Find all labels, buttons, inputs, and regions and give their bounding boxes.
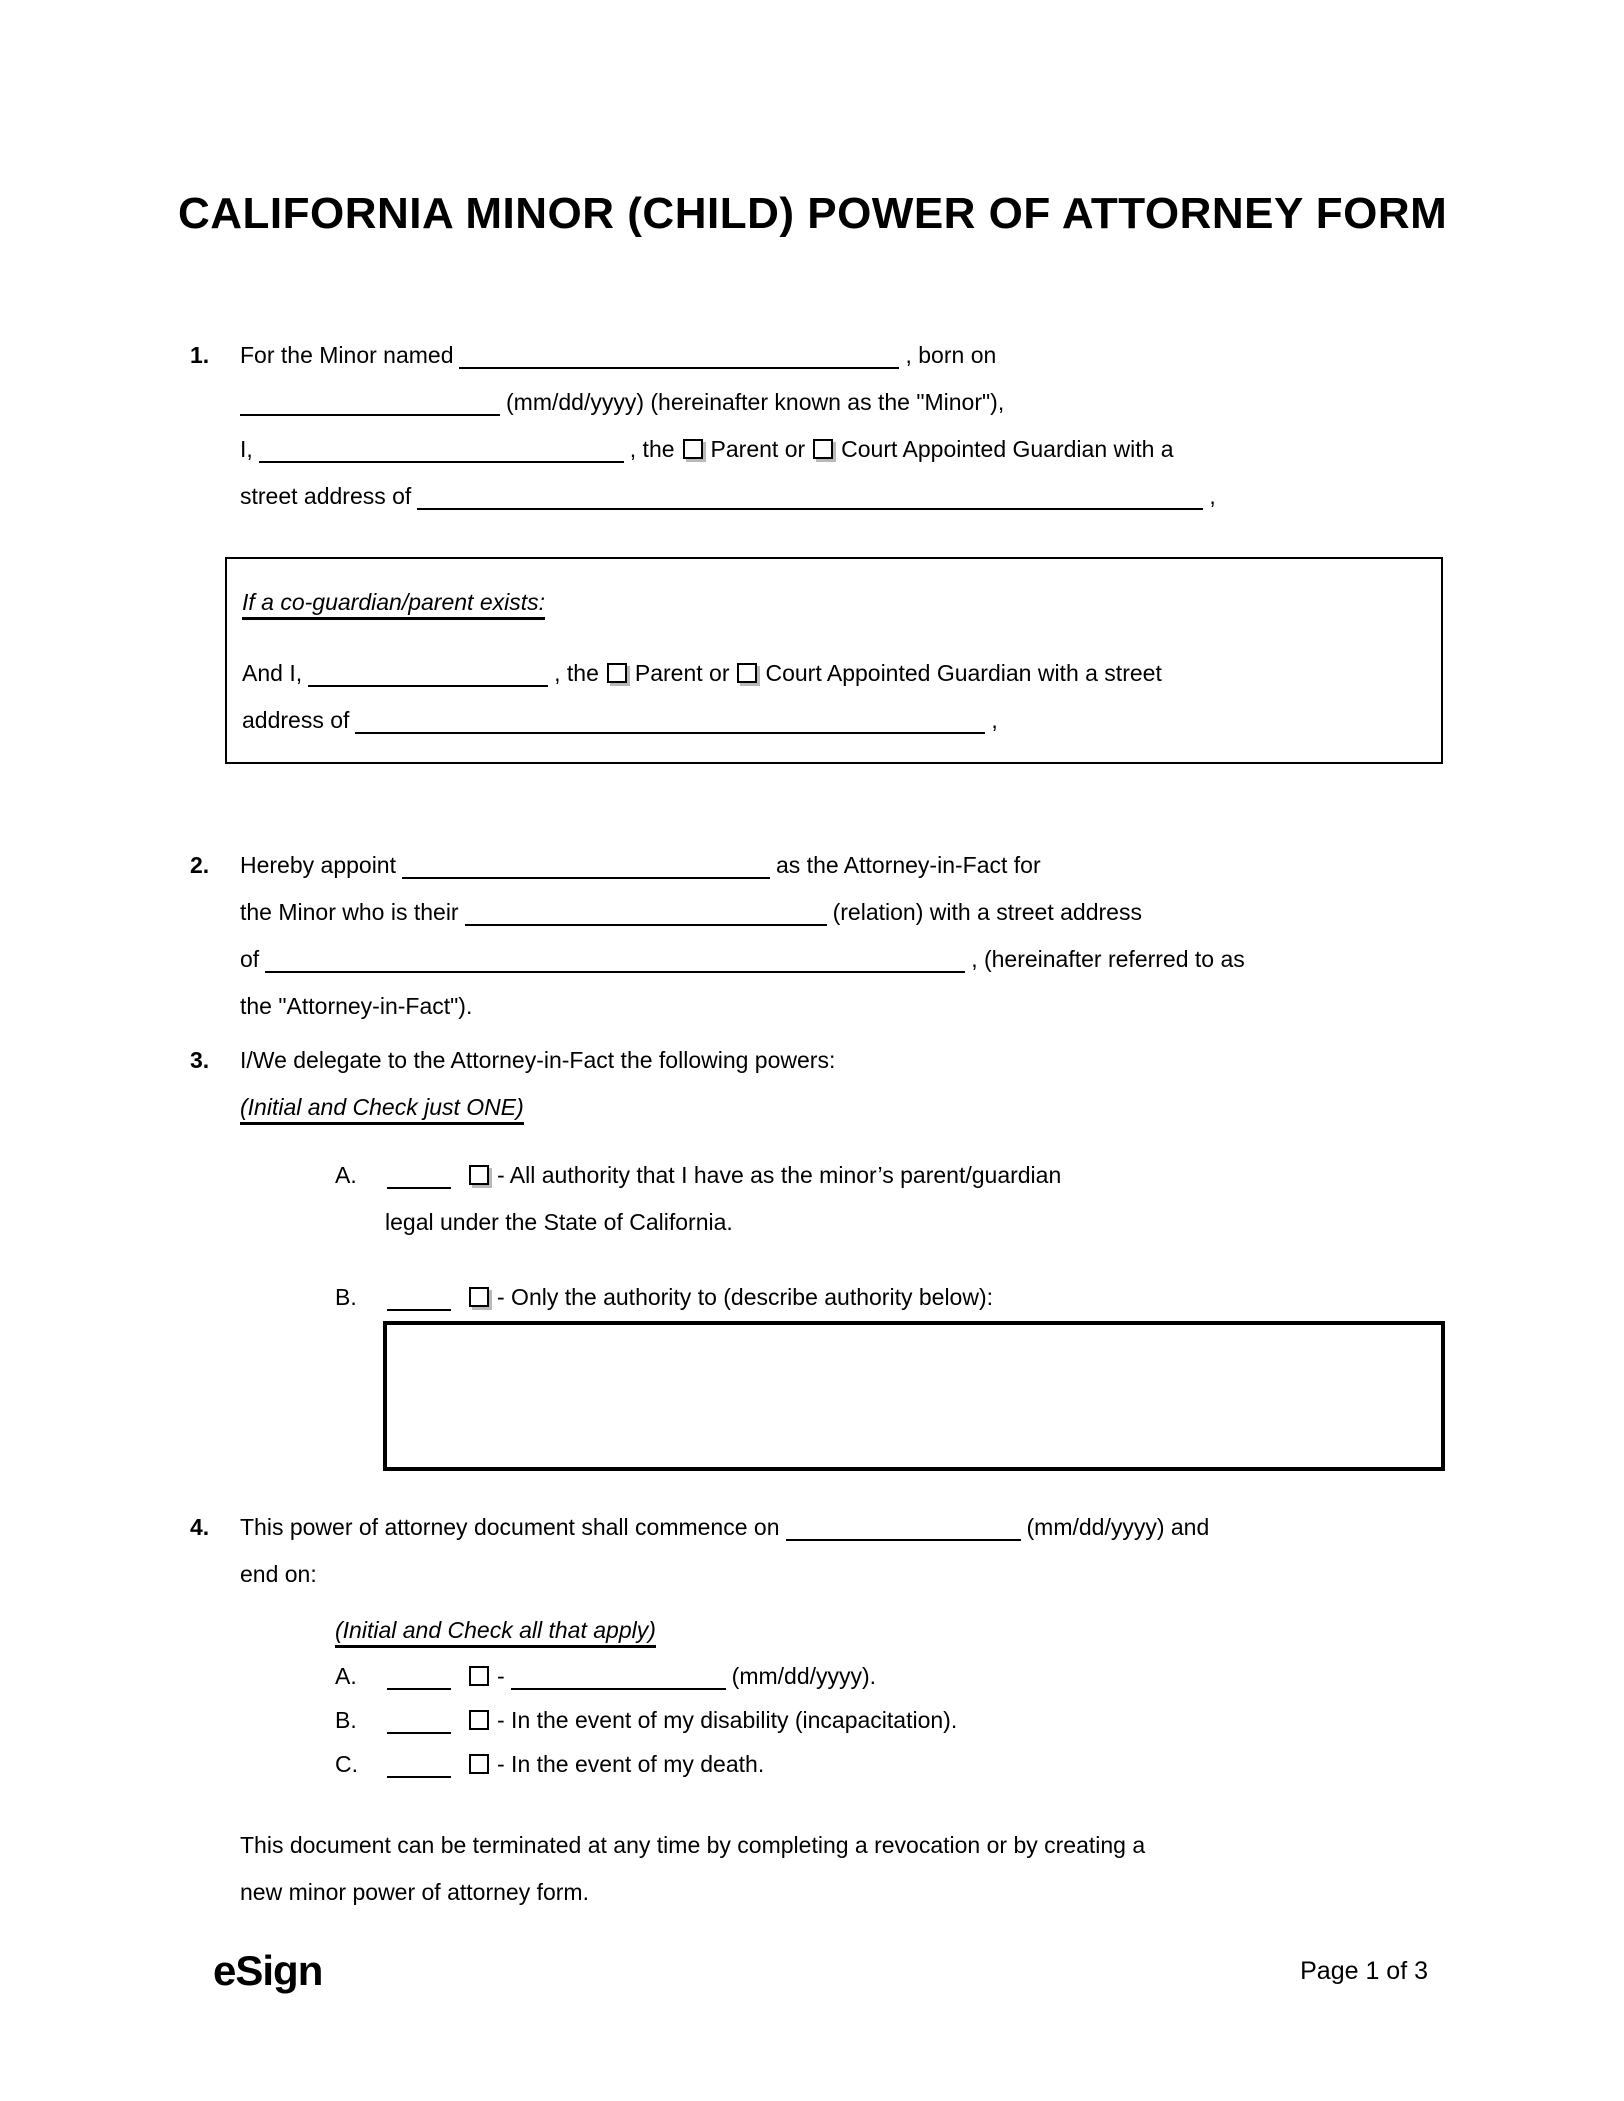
commence-label: This power of attorney document shall commence on (240, 1514, 780, 1540)
attorney-in-fact-close-label: the "Attorney-in-Fact"). (240, 993, 473, 1019)
check-all-instruction: (Initial and Check all that apply) (335, 1615, 656, 1648)
of-label: of (240, 946, 260, 972)
esign-logo: eSign (213, 1947, 323, 1994)
street-address-label: street address of (240, 483, 412, 509)
page-footer (213, 1947, 1428, 1994)
court-guardian-label: Court Appointed Guardian with a (841, 436, 1174, 462)
option-b-initial-blank[interactable] (387, 1289, 451, 1311)
section-3 (190, 1037, 1445, 1471)
end-c-text: - In the event of my death. (497, 1751, 765, 1777)
section-4-number: 4. (190, 1514, 210, 1540)
principal-name-blank[interactable] (259, 441, 624, 463)
end-a-checkbox[interactable] (469, 1666, 489, 1686)
parent-or-label: Parent or (710, 436, 806, 462)
co-parent-or-label: Parent or (634, 660, 730, 686)
court-guardian-checkbox[interactable] (813, 439, 833, 459)
co-the-label: , the (554, 660, 599, 686)
end-a-format-label: (mm/dd/yyyy). (731, 1663, 877, 1689)
section-3-number: 3. (190, 1047, 210, 1073)
hereinafter-label: , (hereinafter referred to as (971, 946, 1245, 972)
end-a-initial-blank[interactable] (387, 1668, 451, 1690)
option-a-label: A. (335, 1162, 357, 1188)
option-b-label: B. (335, 1284, 357, 1310)
option-a-checkbox[interactable] (469, 1165, 489, 1185)
option-b-checkbox[interactable] (469, 1287, 489, 1307)
co-parent-checkbox[interactable] (607, 663, 627, 683)
relation-pre-label: the Minor who is their (240, 899, 459, 925)
end-a-dash: - (497, 1663, 505, 1689)
check-one-instruction: (Initial and Check just ONE) (240, 1092, 524, 1125)
the-label: , the (629, 436, 675, 462)
option-a-text: - All authority that I have as the minor’s parent/guardian (497, 1162, 1062, 1188)
termination-line-2: new minor power of attorney form. (240, 1879, 589, 1905)
end-c-label: C. (335, 1751, 358, 1777)
section-1-number: 1. (190, 342, 210, 368)
page-title: CALIFORNIA MINOR (CHILD) POWER OF ATTORNEY FORM (178, 189, 1448, 238)
option-a-initial-blank[interactable] (387, 1167, 451, 1189)
principal-address-blank[interactable] (417, 488, 1203, 510)
co-address-label: address of (242, 707, 350, 733)
authority-description-box[interactable] (383, 1321, 1445, 1471)
end-b-initial-blank[interactable] (387, 1712, 451, 1734)
comma: , (991, 707, 998, 733)
commence-date-blank[interactable] (786, 1519, 1021, 1541)
section-4 (190, 1504, 1445, 1786)
end-b-checkbox[interactable] (469, 1710, 489, 1730)
page-number: Page 1 of 3 (1300, 1957, 1428, 1985)
end-c-initial-blank[interactable] (387, 1756, 451, 1778)
termination-line-1: This document can be terminated at any time by completing a revocation or by creating a (240, 1832, 1146, 1858)
section-2 (190, 842, 1445, 1030)
end-a-label: A. (335, 1663, 357, 1689)
end-c-checkbox[interactable] (469, 1754, 489, 1774)
co-guardian-name-blank[interactable] (308, 665, 548, 687)
hereby-appoint-label: Hereby appoint (240, 852, 396, 878)
section-1 (190, 332, 1445, 520)
termination-paragraph (240, 1822, 1445, 1916)
co-guardian-address-blank[interactable] (355, 712, 985, 734)
co-guardian-heading: If a co-guardian/parent exists: (242, 587, 545, 620)
relation-blank[interactable] (465, 904, 827, 926)
attorney-in-fact-label: as the Attorney-in-Fact for (776, 852, 1041, 878)
powers-intro: I/We delegate to the Attorney-in-Fact the following powers: (240, 1047, 836, 1073)
co-guardian-box (225, 557, 1443, 764)
commence-format-label: (mm/dd/yyyy) and (1026, 1514, 1210, 1540)
minor-name-blank[interactable] (459, 347, 899, 369)
minor-name-label: For the Minor named (240, 342, 454, 368)
born-on-label: , born on (905, 342, 997, 368)
co-court-guardian-checkbox[interactable] (737, 663, 757, 683)
option-a-text-2: legal under the State of California. (385, 1209, 733, 1235)
end-b-text: - In the event of my disability (incapacitation). (497, 1707, 958, 1733)
end-a-date-blank[interactable] (511, 1668, 726, 1690)
co-and-i-label: And I, (242, 660, 303, 686)
attorney-address-blank[interactable] (265, 951, 965, 973)
end-b-label: B. (335, 1707, 357, 1733)
birth-date-format-label: (mm/dd/yyyy) (hereinafter known as the "Minor"), (506, 389, 1005, 415)
option-b-text: - Only the authority to (describe authority below): (497, 1284, 994, 1310)
relation-post-label: (relation) with a street address (832, 899, 1142, 925)
birth-date-blank[interactable] (240, 394, 500, 416)
co-court-guardian-label: Court Appointed Guardian with a street (765, 660, 1162, 686)
comma: , (1209, 483, 1216, 509)
attorney-name-blank[interactable] (402, 857, 770, 879)
principal-i-label: I, (240, 436, 253, 462)
parent-checkbox[interactable] (683, 439, 703, 459)
end-on-label: end on: (240, 1561, 317, 1587)
section-2-number: 2. (190, 852, 210, 878)
